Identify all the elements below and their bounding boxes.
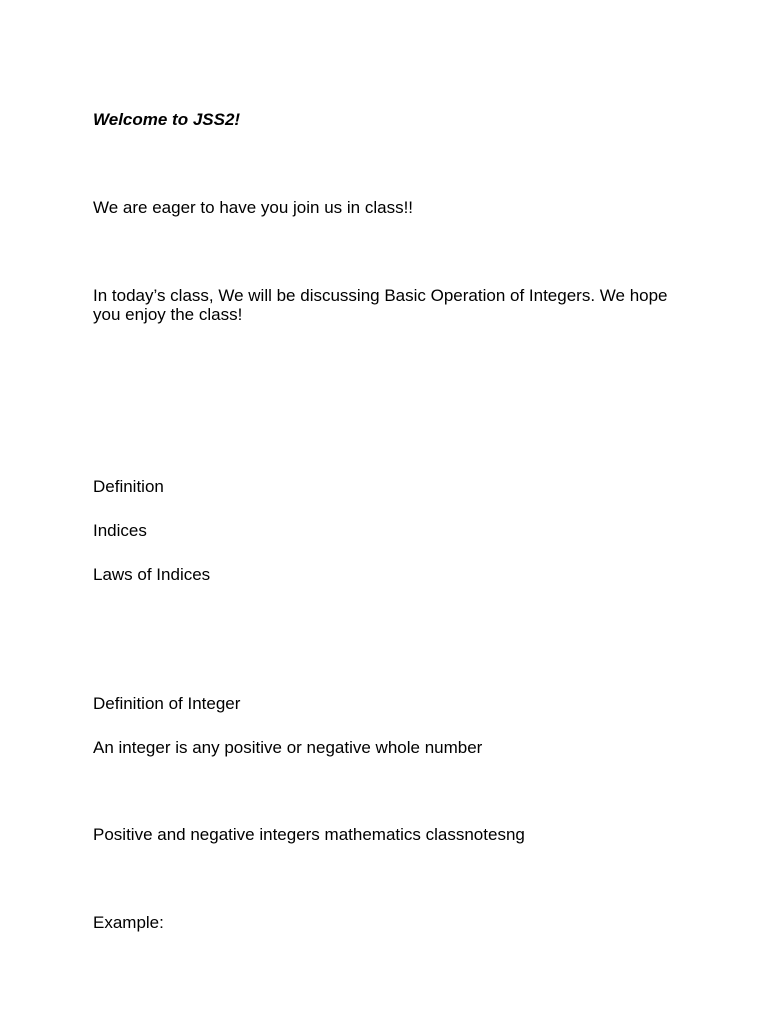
definition-heading: Definition of Integer bbox=[93, 694, 241, 713]
document-title: Welcome to JSS2! bbox=[93, 110, 241, 129]
image-caption: Positive and negative integers mathematics classnotesng bbox=[93, 825, 525, 844]
outline-item-indices: Indices bbox=[93, 521, 147, 540]
definition-text: An integer is any positive or negative whole number bbox=[93, 738, 483, 757]
outline-item-definition: Definition bbox=[93, 477, 164, 496]
example-label: Example: bbox=[93, 913, 164, 932]
outline-item-laws-of-indices: Laws of Indices bbox=[93, 565, 211, 584]
intro-paragraph: We are eager to have you join us in class!! bbox=[93, 198, 414, 217]
today-paragraph: In today’s class, We will be discussing Basic Operation of Integers. We hope you enjoy the class! bbox=[93, 286, 668, 324]
